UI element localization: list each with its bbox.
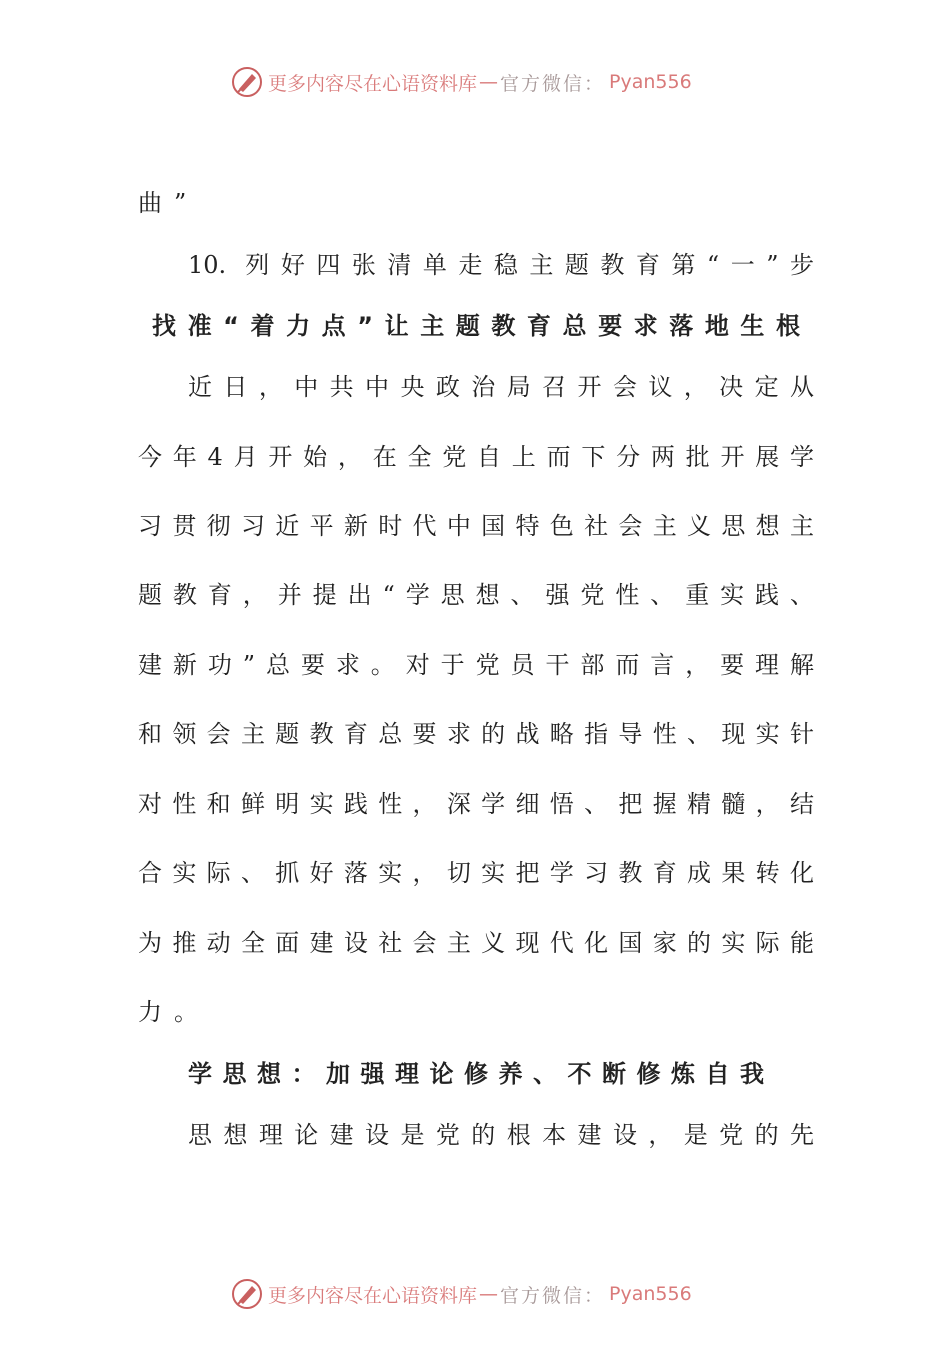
text-line: 思想理论建设是党的根本建设，是党的先 xyxy=(188,1121,814,1149)
text-line: 习贯彻习近平新时代中国特色社会主义思想主 xyxy=(138,512,814,540)
text-line: 近日，中共中央政治局召开会议，决定从 xyxy=(188,373,814,401)
article-title: 找准“着力点”让主题教育总要求落地生根 xyxy=(152,312,800,340)
text-line: 题教育，并提出“学思想、强党性、重实践、 xyxy=(138,581,814,609)
text-line: 合实际、抓好落实，切实把学习教育成果转化 xyxy=(138,859,814,887)
text-line: 为推动全面建设社会主义现代化国家的实际能 xyxy=(138,929,814,957)
pen-logo-icon xyxy=(230,1277,264,1311)
watermark-dash: — xyxy=(479,1283,499,1305)
text-line: 和领会主题教育总要求的战略指导性、现实针 xyxy=(138,720,814,748)
pen-logo-icon xyxy=(230,65,264,99)
header-watermark xyxy=(230,62,730,102)
text-line: 建新功”总要求。对于党员干部而言，要理解 xyxy=(138,651,814,679)
watermark-promo-text: 更多内容尽在心语资料库 xyxy=(268,1284,478,1307)
text-line: 对性和鲜明实践性，深学细悟、把握精髓，结 xyxy=(138,790,814,818)
watermark-wechat-label: 官方微信： xyxy=(500,72,606,95)
text-line: 曲” xyxy=(138,189,199,217)
section-heading: 10. 列好四张清单走稳主题教育第“一”步 xyxy=(188,251,814,279)
watermark-wechat-id: Pyan556 xyxy=(609,1283,692,1305)
watermark-promo-text: 更多内容尽在心语资料库 xyxy=(268,72,478,95)
subheading: 学思想：加强理论修养、不断修炼自我 xyxy=(188,1060,764,1088)
watermark-wechat-label: 官方微信： xyxy=(500,1284,606,1307)
footer-watermark xyxy=(230,1274,730,1314)
watermark-dash: — xyxy=(479,71,499,93)
watermark-wechat-id: Pyan556 xyxy=(609,71,692,93)
text-line: 力。 xyxy=(138,998,210,1026)
text-line: 今年4月开始，在全党自上而下分两批开展学 xyxy=(138,443,814,471)
